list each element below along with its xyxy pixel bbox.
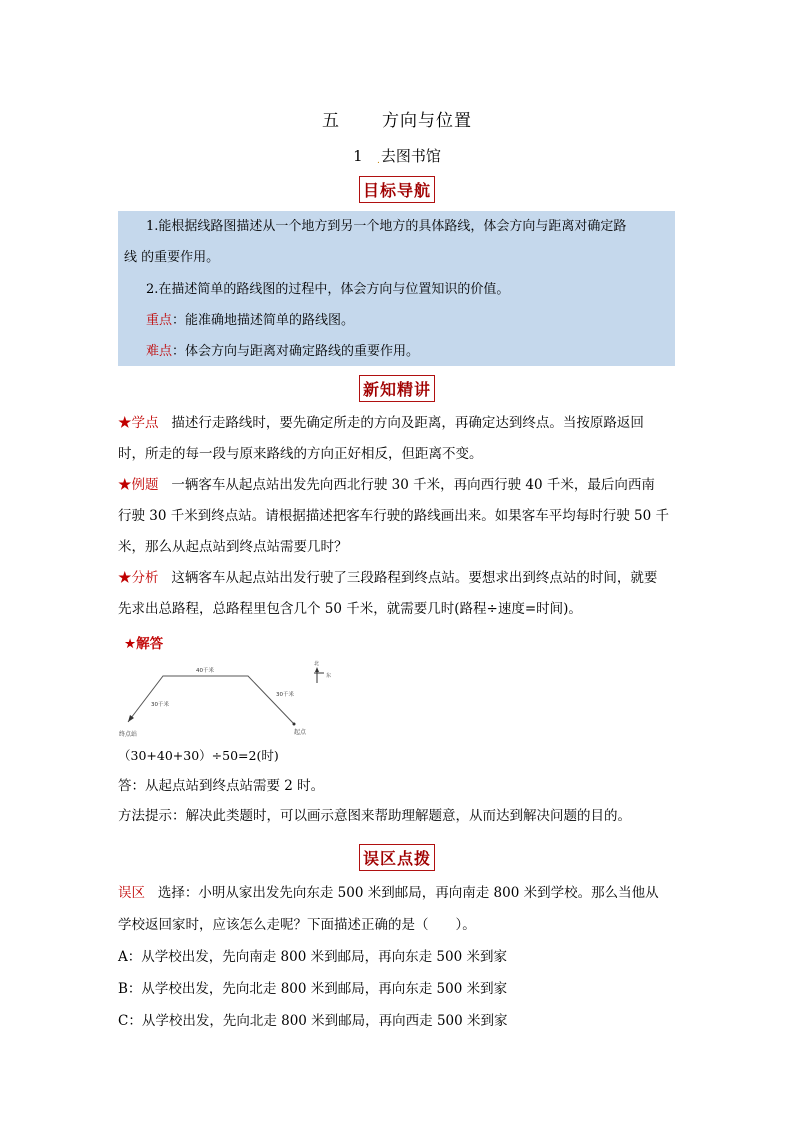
- key-point: [146, 305, 354, 336]
- example-text-1: 一辆客车从起点站出发先向西北行驶 30 千米，再向西行驶 40 千米，最后向西南: [171, 477, 655, 493]
- goals-box: [118, 211, 675, 366]
- compass-icon: [314, 660, 331, 683]
- mistake-section-title: 误区点拨: [359, 844, 435, 871]
- example-label: ★例题: [118, 477, 159, 493]
- route-diagram: [118, 655, 348, 740]
- goals-section-title: 目标导航: [359, 176, 435, 203]
- mistake-section-header: [0, 844, 794, 871]
- compass-north: 北: [314, 661, 320, 667]
- key-label: 重点: [146, 313, 173, 328]
- difficult-point: [146, 336, 419, 367]
- mistake-text-1: 选择：小明从家出发先向东走 500 米到邮局，再向南走 800 米到学校。那么当他从: [157, 885, 659, 901]
- analysis-line-2: 先求出总路程，总路程里包含几个 50 千米，就需要几时(路程÷速度=时间)。: [118, 601, 582, 617]
- main-text: [118, 408, 678, 625]
- new-knowledge-section-title: 新知精讲: [359, 375, 435, 402]
- example-line-2: 行驶 30 千米到终点站。请根据描述把客车行驶的路线画出来。如果客车平均每时行驶 50 千: [118, 508, 670, 524]
- option-b: B：从学校出发，先向北走 800 米到邮局，再向东走 500 米到家: [118, 981, 508, 997]
- option-c: C：从学校出发，先向北走 800 米到邮局，再向西走 500 米到家: [118, 1013, 508, 1029]
- difficult-label: 难点: [146, 344, 173, 359]
- goal-1b: 线 的重要作用。: [124, 250, 220, 265]
- lesson-name: 去图书馆: [380, 147, 441, 165]
- answer-final: 答：从起点站到终点站需要 2 时。: [118, 778, 325, 794]
- mistake-line-2: 学校返回家时，应该怎么走呢？下面描述正确的是（ ）。: [118, 917, 476, 933]
- learn-text-1: 描述行走路线时，要先确定所走的方向及距离，再确定达到终点。当按原路返回: [171, 415, 644, 431]
- route-path: [128, 676, 294, 724]
- mistake-line-1: [118, 877, 678, 909]
- chapter-title: [0, 106, 794, 131]
- route-end-label: 终点站: [119, 731, 138, 738]
- option-a: A：从学校出发，先向南走 800 米到邮局，再向东走 500 米到家: [118, 949, 507, 965]
- route-top-distance: 40千米: [196, 668, 214, 674]
- lesson-title: [0, 145, 794, 166]
- learn-line-1: [118, 408, 678, 439]
- chapter-name: 方向与位置: [382, 111, 472, 131]
- answer-text: [118, 741, 678, 831]
- example-line-3: 米，那么从起点站到终点站需要几时？: [118, 539, 348, 555]
- key-text: ：能准确地描述简单的路线图。: [172, 313, 355, 328]
- compass-east: 东: [326, 673, 332, 679]
- route-right-distance: 30千米: [276, 692, 294, 698]
- example-line-1: [118, 470, 678, 501]
- difficult-text: ：体会方向与距离对确定路线的重要作用。: [172, 344, 420, 359]
- mistake-label: 误区: [118, 885, 145, 901]
- learn-label: ★学点: [118, 415, 159, 431]
- analysis-label: ★分析: [118, 570, 159, 586]
- method-tip: 方法提示：解决此类题时，可以画示意图来帮助理解题意，从而达到解决问题的目的。: [118, 808, 631, 824]
- goal-1a: 1.能根据线路图描述从一个地方到另一个地方的具体路线，体会方向与距离对确定路: [146, 219, 627, 234]
- dot-mark: .: [376, 156, 380, 166]
- lesson-number: 1: [353, 147, 363, 165]
- learn-line-2: 时，所走的每一段与原来路线的方向正好相反，但距离不变。: [118, 446, 483, 462]
- analysis-text-1: 这辆客车从起点站出发行驶了三段路程到终点站。要想求出到终点站的时间，就要: [171, 570, 658, 586]
- answer-formula: （30+40+30）÷50=2(时): [118, 748, 279, 763]
- analysis-line-1: [118, 563, 678, 594]
- goals-section-header: [0, 176, 794, 203]
- goal-2: 2.在描述简单的路线图的过程中，体会方向与位置知识的价值。: [146, 282, 510, 297]
- chapter-number: 五: [322, 111, 340, 131]
- route-start-label: 起点: [294, 729, 307, 736]
- mistake-text: [118, 877, 678, 1037]
- route-start-dot: [293, 723, 296, 726]
- answer-label: ★解答: [124, 636, 164, 652]
- route-left-distance: 30千米: [151, 702, 169, 708]
- new-knowledge-section-header: [0, 375, 794, 402]
